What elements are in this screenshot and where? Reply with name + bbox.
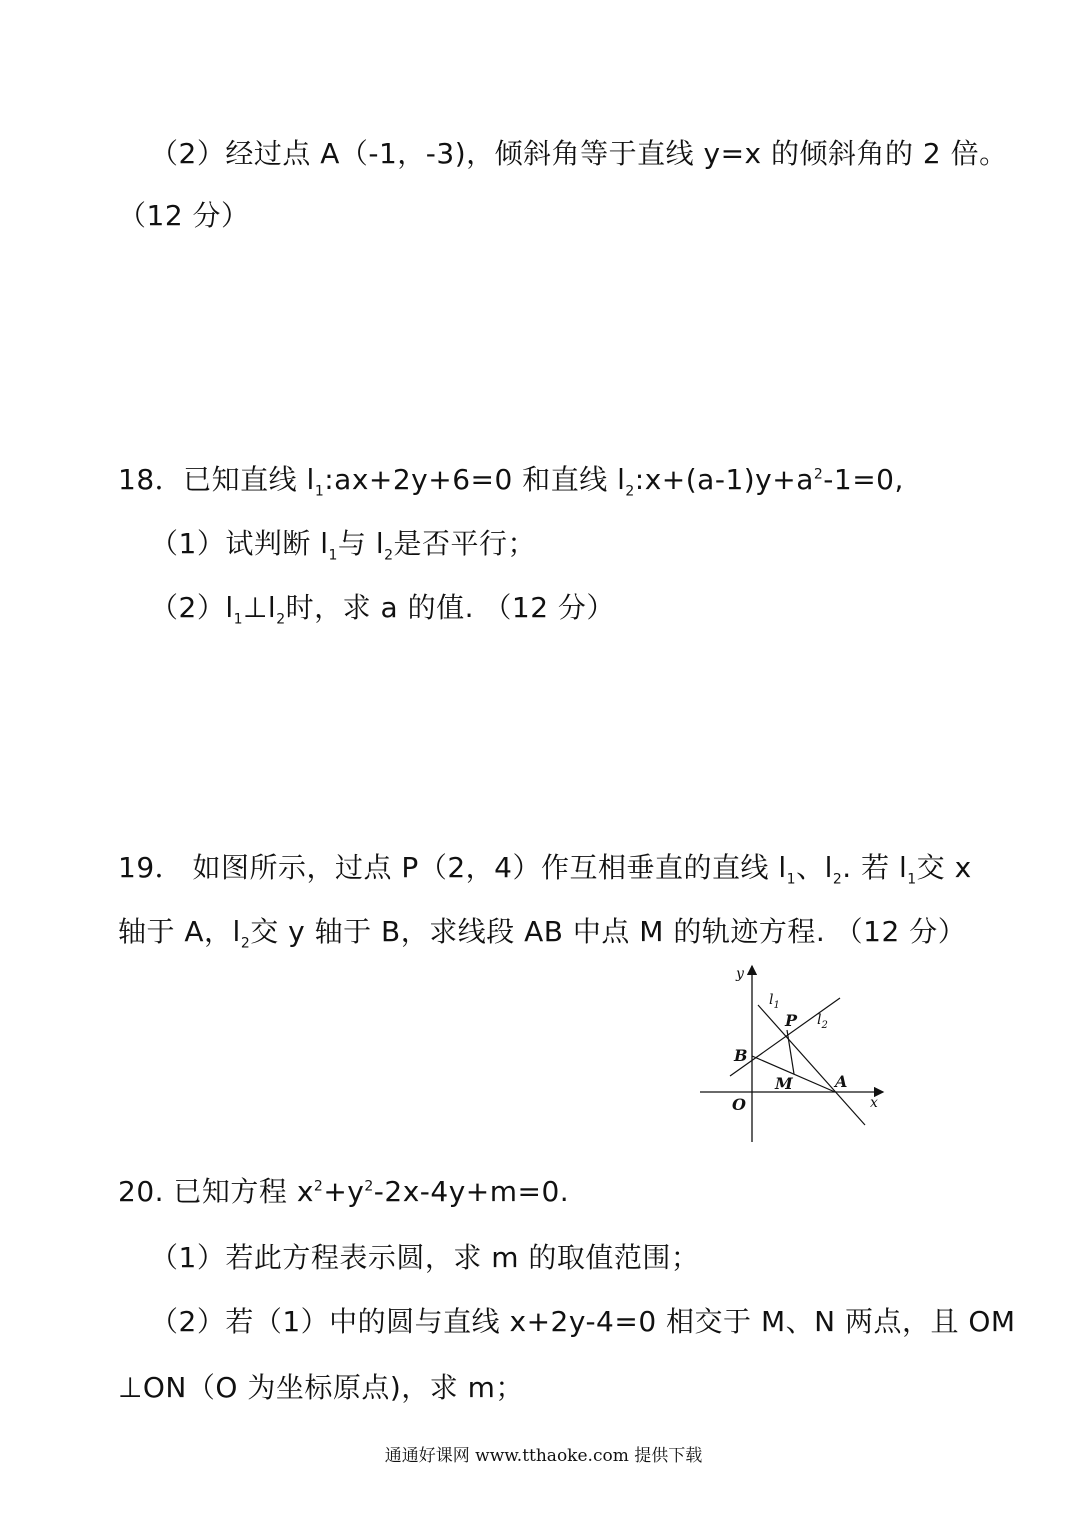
q18-part1: （1）试判断 $l_1$与 $l_2$是否平行； xyxy=(150,527,537,564)
q20-part1: （1）若此方程表示圆，求 m 的取值范围； xyxy=(150,1241,700,1274)
q20-intro: 20. 已知方程 $x^2+y^2-2x-4y+m=0$. xyxy=(118,1175,570,1208)
q20-part2-line1: （2）若（1）中的圆与直线 x+2y-4=0 相交于 M、N 两点，且 OM xyxy=(150,1305,1016,1338)
label-A: A xyxy=(835,1072,848,1091)
label-M: M xyxy=(775,1074,793,1093)
q17-part2-line1: （2）经过点 A（-1，-3)，倾斜角等于直线 y=x 的倾斜角的 2 倍。 xyxy=(150,137,1008,170)
label-O: O xyxy=(732,1095,746,1114)
label-P: P xyxy=(785,1011,798,1030)
q18-part2: $(2)l_1\perp l_2$时，求 a 的值. （12 分） xyxy=(150,591,615,628)
q20-part2-line2: ⊥ON（O 为坐标原点)，求 m； xyxy=(118,1371,524,1404)
q19-line2: 轴于 A，$l_2$交 y 轴于 B，求线段 AB 中点 M 的轨迹方程. （12 分） xyxy=(118,915,967,952)
label-y: y xyxy=(736,966,744,982)
label-l1: $l_1$ xyxy=(769,992,780,1011)
q18-intro: 18．已知直线 $l_1:ax+2y+6=0$ 和直线 $l_2:x+(a-1)y+a^2-1=0$, xyxy=(118,463,904,500)
label-B: B xyxy=(734,1046,748,1065)
q17-part2-line2: （12 分） xyxy=(118,199,250,232)
footer-credit: 通通好课网 www.tthaoke.com 提供下载 xyxy=(384,1446,703,1466)
label-l2: $l_2$ xyxy=(817,1012,828,1031)
coordinate-diagram xyxy=(690,960,890,1145)
q19-figure xyxy=(690,960,890,1145)
q19-line1: 19． 如图所示，过点 P（2，4）作互相垂直的直线 $l_1$、$l_2$. 若 $l_1$交 x xyxy=(118,851,972,888)
label-x: x xyxy=(870,1095,878,1111)
segment-PM xyxy=(787,1030,794,1074)
